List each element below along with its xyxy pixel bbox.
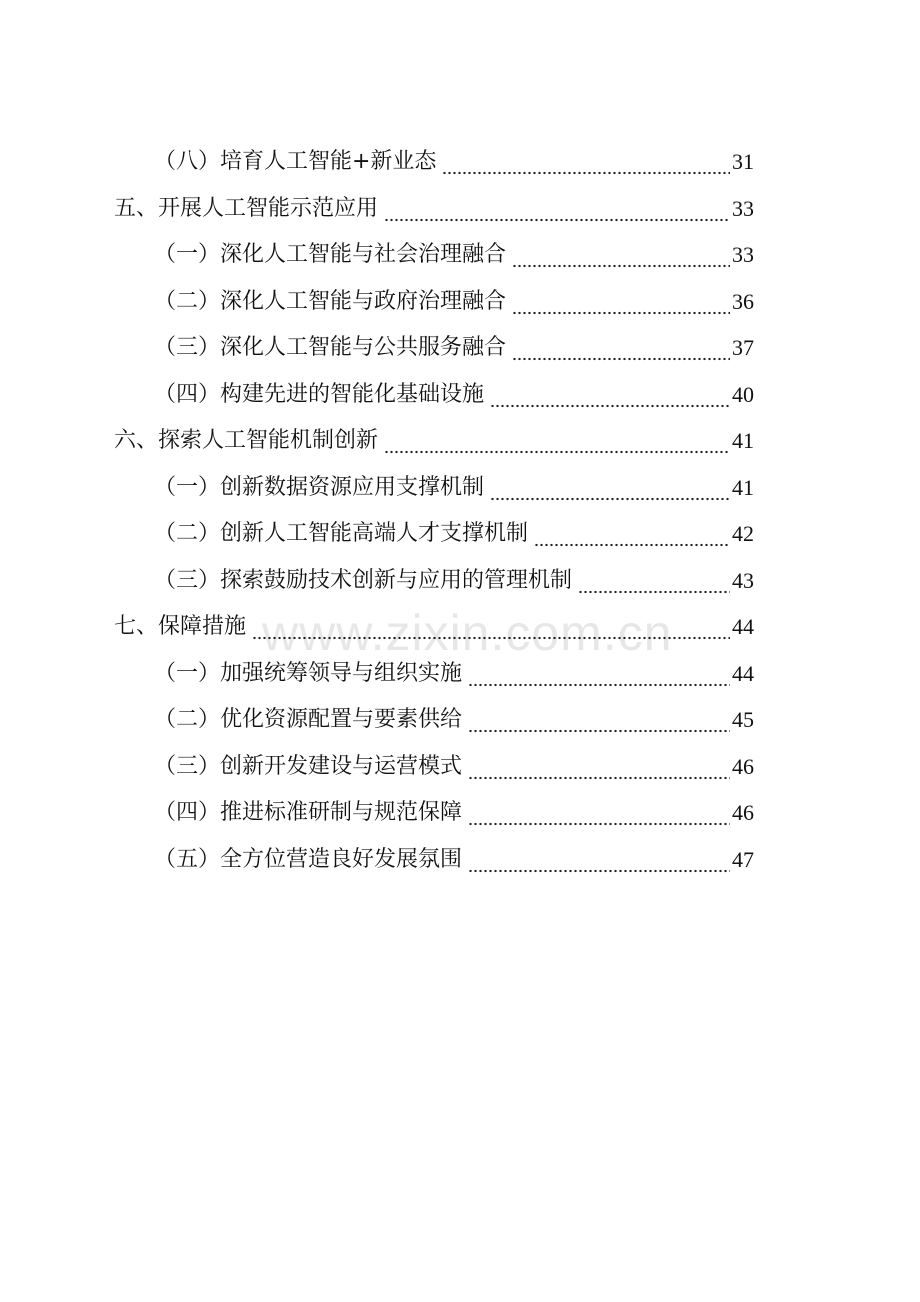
toc-entry-label: （二）创新人工智能高端人才支撑机制 <box>154 521 529 546</box>
toc-page-number: 47 <box>732 846 754 872</box>
toc-entry[interactable] <box>154 561 754 601</box>
toc-page-number: 44 <box>732 614 754 639</box>
toc-entry-label: （三）深化人工智能与公共服务融合 <box>154 335 507 360</box>
toc-dot-leader <box>512 235 730 275</box>
toc-page-number: 40 <box>732 381 754 407</box>
toc-dot-leader <box>468 654 730 694</box>
toc-page-number: 44 <box>732 660 754 686</box>
toc-entry[interactable] <box>154 282 754 322</box>
toc-page-number: 31 <box>732 149 754 174</box>
toc-entry[interactable] <box>154 235 754 275</box>
toc-dot-leader <box>512 328 730 368</box>
toc-page-number: 46 <box>732 753 754 779</box>
toc-dot-leader <box>442 142 730 182</box>
toc-entry[interactable] <box>154 793 754 833</box>
toc-entry[interactable] <box>154 142 754 182</box>
toc-page-number: 36 <box>732 288 754 314</box>
toc-entry[interactable] <box>154 514 754 554</box>
toc-entry-label: 五、开展人工智能示范应用 <box>114 195 379 221</box>
toc-entry-label: （一）加强统筹领导与组织实施 <box>154 660 463 686</box>
toc-entry[interactable] <box>154 328 754 368</box>
toc-entry-label: （八）培育人工智能+新业态 <box>154 149 437 174</box>
toc-dot-leader <box>490 468 730 508</box>
toc-entry[interactable] <box>154 840 754 880</box>
toc-entry[interactable] <box>154 654 754 694</box>
toc-entry[interactable] <box>154 468 754 508</box>
toc-entry-label: （二）深化人工智能与政府治理融合 <box>154 288 507 314</box>
toc-dot-leader <box>534 514 730 554</box>
toc-entry[interactable] <box>154 700 754 740</box>
toc-dot-leader <box>490 375 730 415</box>
toc-dot-leader <box>468 700 730 740</box>
toc-dot-leader <box>468 793 730 833</box>
toc-entry-label: （二）优化资源配置与要素供给 <box>154 707 463 732</box>
toc-dot-leader <box>252 607 730 647</box>
toc-section-entry[interactable] <box>114 189 754 229</box>
toc-section-entry[interactable] <box>114 421 754 461</box>
toc-page-number: 33 <box>732 242 754 267</box>
toc-entry-label: （三）创新开发建设与运营模式 <box>154 753 463 779</box>
toc-entry-label: （三）探索鼓励技术创新与应用的管理机制 <box>154 567 573 593</box>
toc-entry-label: 六、探索人工智能机制创新 <box>114 428 379 453</box>
toc-entry-label: （五）全方位营造良好发展氛围 <box>154 846 463 872</box>
toc-entry-label: （四）构建先进的智能化基础设施 <box>154 381 485 407</box>
toc-page-number: 41 <box>732 474 754 500</box>
toc-page-number: 33 <box>732 195 754 221</box>
toc-dot-leader <box>578 561 730 601</box>
toc-page-number: 42 <box>732 521 754 546</box>
toc-entry-label: （一）深化人工智能与社会治理融合 <box>154 242 507 267</box>
toc-dot-leader <box>384 421 730 461</box>
toc-entry-label: 七、保障措施 <box>114 614 247 639</box>
toc-section-entry[interactable] <box>114 607 754 647</box>
toc-dot-leader <box>384 189 730 229</box>
toc-dot-leader <box>468 840 730 880</box>
toc-page-number: 43 <box>732 567 754 593</box>
toc-entry-label: （四）推进标准研制与规范保障 <box>154 800 463 825</box>
toc-entry-label: （一）创新数据资源应用支撑机制 <box>154 474 485 500</box>
toc-page-number: 37 <box>732 335 754 360</box>
toc-page-number: 45 <box>732 707 754 732</box>
toc-entry[interactable] <box>154 747 754 787</box>
toc-entry[interactable] <box>154 375 754 415</box>
toc-dot-leader <box>468 747 730 787</box>
toc-dot-leader <box>512 282 730 322</box>
toc-page-number: 41 <box>732 428 754 453</box>
toc-page-number: 46 <box>732 800 754 825</box>
